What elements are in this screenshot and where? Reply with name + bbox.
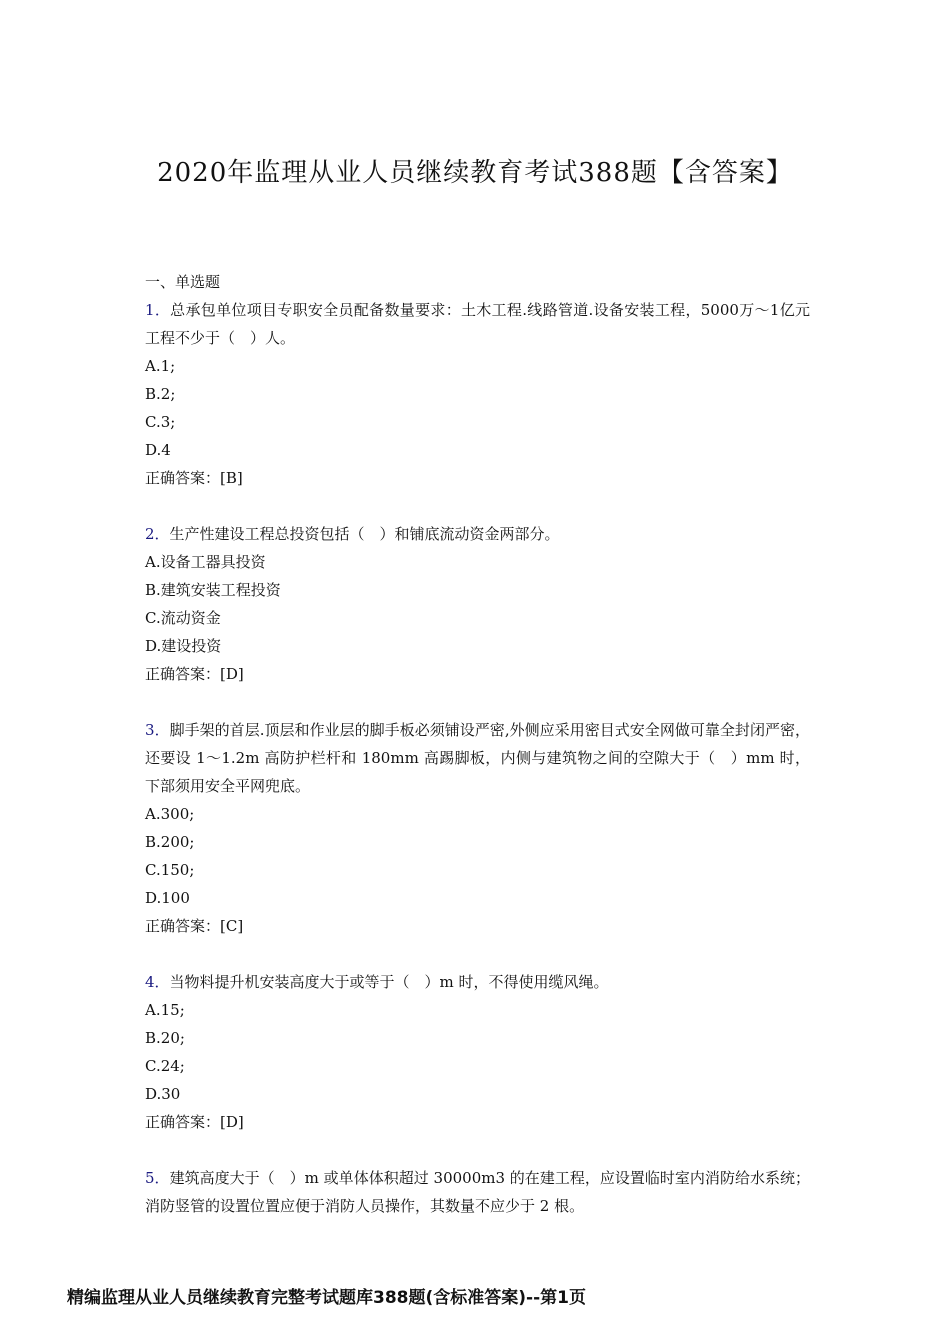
question-4 [145, 968, 810, 1136]
option-a: A.15; [145, 1001, 185, 1019]
document-title: 2020年监理从业人员继续教育考试388题【含答案】 [157, 158, 793, 188]
page-footer: 精编监理从业人员继续教育完整考试题库388题(含标准答案)--第1页 [67, 1288, 586, 1308]
option-c: C.3; [145, 413, 176, 431]
option-d: D.建设投资 [145, 637, 222, 655]
correct-answer [145, 1108, 810, 1136]
question-number: 1． [145, 301, 171, 319]
question-number: 3． [145, 721, 170, 739]
question-text [145, 520, 810, 548]
question-text [145, 716, 810, 800]
question-stem: 总承包单位项目专职安全员配备数量要求：土木工程.线路管道.设备安装工程，5000万～1亿元工程不少于（ ）人。 [145, 301, 811, 347]
section-title: 一、单选题 [145, 273, 221, 291]
answer-label: 正确答案： [145, 917, 221, 935]
option-c: C.流动资金 [145, 609, 221, 627]
option-c: C.24; [145, 1057, 185, 1075]
question-text [145, 968, 810, 996]
option-a: A.1; [145, 357, 176, 375]
question-1 [145, 296, 810, 492]
question-5 [145, 1164, 810, 1220]
question-3 [145, 716, 810, 940]
option-d: D.4 [145, 441, 171, 459]
answer-label: 正确答案： [145, 665, 221, 683]
question-number: 4． [145, 973, 170, 991]
option-d: D.100 [145, 889, 190, 907]
correct-answer [145, 660, 810, 688]
answer-value: [C] [220, 917, 244, 935]
answer-value: [D] [220, 665, 244, 683]
answer-value: [B] [220, 469, 243, 487]
answer-value: [D] [220, 1113, 244, 1131]
option-c: C.150; [145, 861, 195, 879]
document-content [145, 268, 810, 1248]
option-b: B.20; [145, 1029, 185, 1047]
question-stem: 生产性建设工程总投资包括（ ）和铺底流动资金两部分。 [169, 525, 560, 543]
question-stem: 当物料提升机安装高度大于或等于（ ）m 时，不得使用缆风绳。 [169, 973, 609, 991]
option-b: B.200; [145, 833, 195, 851]
question-stem: 脚手架的首层.顶层和作业层的脚手板必须铺设严密,外侧应采用密目式安全网做可靠全封闭严密，还要设 1～1.2m 高防护栏杆和 180mm 高踢脚板，内侧与建筑物之间的空隙大于（ ）mm 时，下部须用安全平网兜底。 [145, 721, 811, 795]
option-b: B.建筑安装工程投资 [145, 581, 281, 599]
question-2 [145, 520, 810, 688]
correct-answer [145, 912, 810, 940]
question-number: 5． [145, 1169, 170, 1187]
correct-answer [145, 464, 810, 492]
question-text [145, 1164, 810, 1220]
question-text [145, 296, 810, 352]
question-number: 2． [145, 525, 170, 543]
question-stem: 建筑高度大于（ ）m 或单体体积超过 30000m3 的在建工程，应设置临时室内消防给水系统；消防竖管的设置位置应便于消防人员操作，其数量不应少于 2 根。 [145, 1169, 810, 1215]
answer-label: 正确答案： [145, 1113, 221, 1131]
option-a: A.设备工器具投资 [145, 553, 266, 571]
option-b: B.2; [145, 385, 176, 403]
answer-label: 正确答案： [145, 469, 221, 487]
option-d: D.30 [145, 1085, 181, 1103]
option-a: A.300; [145, 805, 195, 823]
